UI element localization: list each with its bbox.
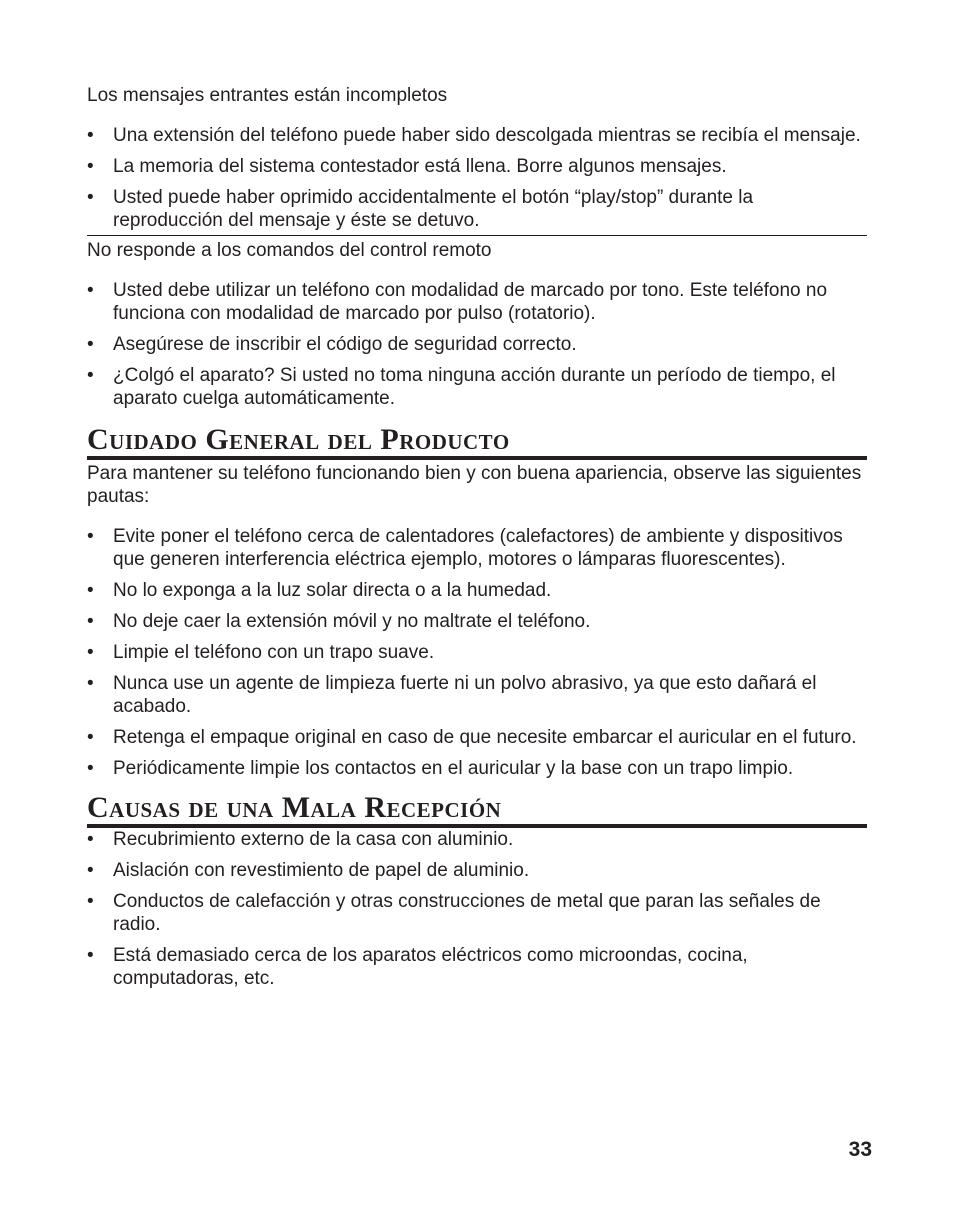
list-item: • Limpie el teléfono con un trapo suave. (87, 642, 435, 663)
remote-commands-list (87, 279, 867, 410)
list-item: • No lo exponga a la luz solar directa o a la humedad. (87, 580, 552, 601)
list-item: • Recubrimiento externo de la casa con aluminio. (87, 829, 514, 850)
bullet-icon: • (87, 125, 94, 146)
bullet-icon: • (87, 829, 94, 850)
list-item: • Usted puede haber oprimido accidentalmente el botón “play/stop” durante la reproducción del mensaje y éste se detuvo. (87, 187, 754, 231)
bullet-icon: • (87, 673, 94, 694)
care-intro: Para mantener su teléfono funcionando bien y con buena apariencia, observe las siguientes pautas: (87, 463, 862, 507)
list-item: • Una extensión del teléfono puede haber sido descolgada mientras se recibía el mensaje. (87, 125, 861, 146)
list-item: • Evite poner el teléfono cerca de calentadores (calefactores) de ambiente y dispositivos que generen interferencia eléctrica ejemplo, motores o lámparas fluorescentes). (87, 526, 843, 570)
list-item: • Conductos de calefacción y otras construcciones de metal que paran las señales de radio. (87, 891, 821, 935)
reception-list (87, 828, 867, 990)
list-item: • No deje caer la extensión móvil y no maltrate el teléfono. (87, 611, 591, 632)
bullet-icon: • (87, 611, 94, 632)
list-item: • Está demasiado cerca de los aparatos eléctricos como microondas, cocina, computadoras, etc. (87, 945, 748, 989)
page-content (87, 84, 867, 998)
list-item: • Periódicamente limpie los contactos en el auricular y la base con un trapo limpio. (87, 758, 794, 779)
list-item: • Retenga el empaque original en caso de que necesite embarcar el auricular en el futuro. (87, 727, 857, 748)
section-title-product-care: Cuidado General del Producto (87, 424, 867, 460)
section-divider (87, 235, 867, 236)
bullet-icon: • (87, 891, 94, 912)
subheading-remote-commands: No responde a los comandos del control remoto (87, 240, 492, 261)
bullet-icon: • (87, 758, 94, 779)
bullet-icon: • (87, 642, 94, 663)
list-item: • Usted debe utilizar un teléfono con modalidad de marcado por tono. Este teléfono no funciona con modalidad de marcado por pulso (rotatorio). (87, 280, 828, 324)
list-item: • Asegúrese de inscribir el código de seguridad correcto. (87, 334, 577, 355)
list-item: • ¿Colgó el aparato? Si usted no toma ninguna acción durante un período de tiempo, el aparato cuelga automáticamente. (87, 365, 836, 409)
list-item: • La memoria del sistema contestador está llena. Borre algunos mensajes. (87, 156, 727, 177)
bullet-icon: • (87, 365, 94, 386)
list-item: • Aislación con revestimiento de papel de aluminio. (87, 860, 530, 881)
incomplete-messages-list (87, 124, 867, 232)
bullet-icon: • (87, 945, 94, 966)
bullet-icon: • (87, 187, 94, 208)
bullet-icon: • (87, 860, 94, 881)
page-number: 33 (848, 1138, 872, 1161)
section-title-poor-reception: Causas de una Mala Recepción (87, 792, 867, 828)
bullet-icon: • (87, 727, 94, 748)
bullet-icon: • (87, 526, 94, 547)
bullet-icon: • (87, 156, 94, 177)
list-item: • Nunca use un agente de limpieza fuerte ni un polvo abrasivo, ya que esto dañará el acabado. (87, 673, 817, 717)
bullet-icon: • (87, 580, 94, 601)
care-list (87, 525, 867, 780)
subheading-incomplete-messages: Los mensajes entrantes están incompletos (87, 85, 448, 106)
bullet-icon: • (87, 280, 94, 301)
bullet-icon: • (87, 334, 94, 355)
